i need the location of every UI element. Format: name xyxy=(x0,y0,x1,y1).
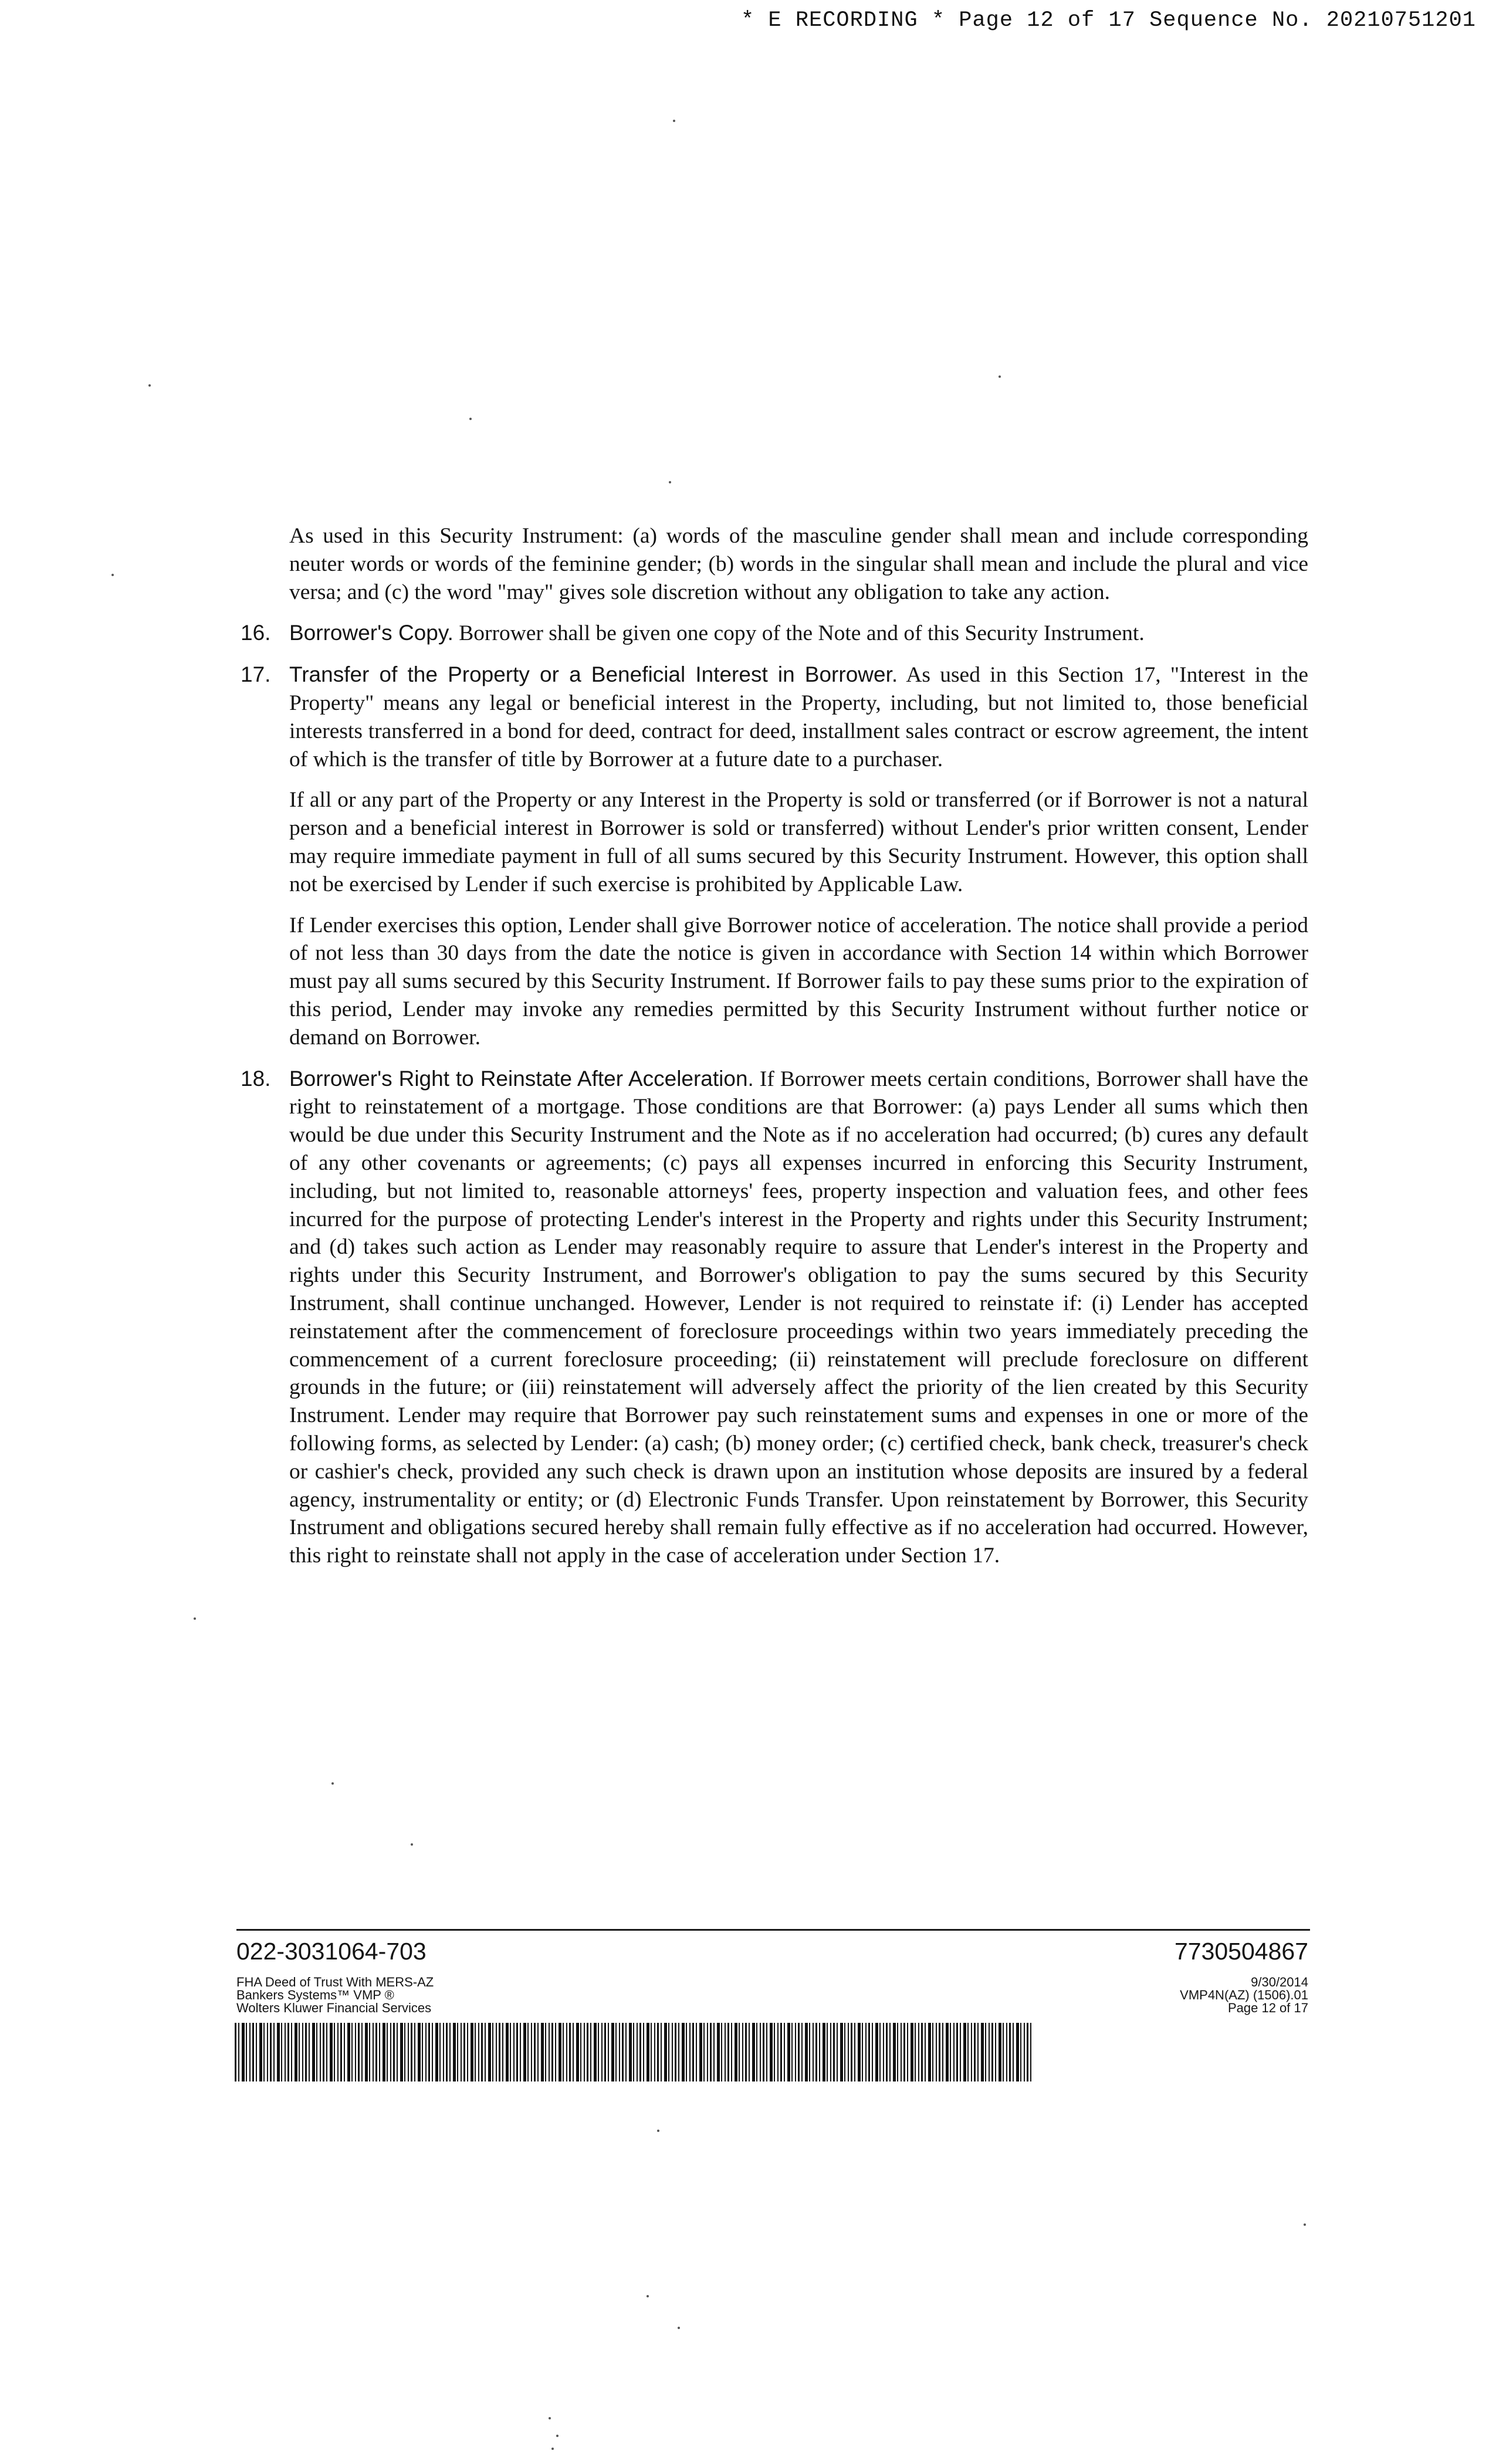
scan-speck xyxy=(111,574,114,576)
scan-speck xyxy=(556,2435,559,2437)
section-17 xyxy=(241,661,1308,1051)
section-text: If Borrower meets certain conditions, Borrower shall have the right to reinstatement of a mortgage. Those conditions are that Borrower: (a) pays Lender all sums which then would be due under this Security Instrument and the Note as if no acceleration had occurred; (b) cures any default of any other covenants or agreements; (c) pays all expenses incurred in enforcing this Security Instrument, including, but not limited to, reasonable attorneys' fees, property inspection and valuation fees, and other fees incurred for the purpose of protecting Lender's interest in the Property and rights under this Security Instrument; and (d) takes such action as Lender may reasonably require to assure that Lender's interest in the Property and rights under this Security Instrument, and Borrower's obligation to pay the sums secured by this Security Instrument, shall continue unchanged. However, Lender is not required to reinstate if: (i) Lender has accepted reinstatement after the commencement of foreclosure proceedings within two years immediately preceding the commencement of a current foreclosure proceeding; (ii) reinstatement will preclude foreclosure on different grounds in the future; or (iii) reinstatement will adversely affect the priority of the lien created by this Security Instrument. Lender may require that Borrower pay such reinstatement sums and expenses in one or more of the following forms, as selected by Lender: (a) cash; (b) money order; (c) certified check, bank check, treasurer's check or cashier's check, provided any such check is drawn upon an institution whose deposits are insured by a federal agency, instrumentality or entity; or (d) Electronic Funds Transfer. Upon reinstatement by Borrower, this Security Instrument and obligations secured hereby shall remain fully effective as if no acceleration had occurred. However, this right to reinstate shall not apply in the case of acceleration under Section 17. xyxy=(289,1067,1309,1568)
scan-speck xyxy=(148,384,151,387)
section-17-subparagraph-1: If all or any part of the Property or any Interest in the Property is sold or transferred (or if Borrower is not a natural person and a beneficial interest in Borrower is sold or transferred) without Lender's prior written consent, Lender may require immediate payment in full of all sums secured by this Security Instrument. However, this option shall not be exercised by Lender if such exercise is prohibited by Applicable Law. xyxy=(289,788,1308,896)
intro-paragraph: As used in this Security Instrument: (a) words of the masculine gender shall mean and include corresponding neuter words or words of the feminine gender; (b) words in the singular shall mean and include the plural and vice versa; and (c) the word "may" gives sole discretion without any obligation to take any action. xyxy=(289,524,1308,604)
scan-speck xyxy=(647,2295,649,2297)
form-date: 9/30/2014 xyxy=(1251,1975,1308,1989)
loan-case-number: 022-3031064-703 xyxy=(236,1938,427,1965)
section-18 xyxy=(241,1065,1308,1570)
section-heading: Borrower's Copy. xyxy=(289,621,453,645)
footer-divider xyxy=(236,1929,1310,1931)
scan-speck xyxy=(411,1843,413,1846)
section-16 xyxy=(241,619,1308,648)
scan-speck xyxy=(669,481,671,483)
scan-speck xyxy=(194,1617,196,1620)
barcode xyxy=(235,2023,1033,2081)
scan-speck xyxy=(999,375,1001,378)
section-heading: Transfer of the Property or a Beneficial Interest in Borrower. xyxy=(289,662,898,687)
form-page-number: Page 12 of 17 xyxy=(1227,2001,1308,2015)
section-text: As used in this Section 17, "Interest in the Property" means any legal or beneficial interest in the Property, including, but not limited to, those beneficial interests transferred in a bond for deed, contract for deed, installment sales contract or escrow agreement, the intent of which is the transfer of title by Borrower at a future date to a purchaser. xyxy=(289,663,1308,771)
scan-speck xyxy=(657,2130,659,2132)
loan-number: 7730504867 xyxy=(1174,1938,1308,1965)
form-company: Wolters Kluwer Financial Services xyxy=(236,2001,432,2015)
section-text: Borrower shall be given one copy of the Note and of this Security Instrument. xyxy=(459,621,1145,646)
scan-speck xyxy=(673,120,675,122)
form-info xyxy=(236,1976,434,2015)
form-title: FHA Deed of Trust With MERS-AZ xyxy=(236,1975,434,1989)
scan-speck xyxy=(1304,2223,1306,2226)
section-number: 18. xyxy=(241,1066,271,1091)
recording-header: * E RECORDING * Page 12 of 17 Sequence No. 20210751201 xyxy=(741,8,1476,33)
scan-speck xyxy=(331,1782,334,1785)
form-publisher: Bankers Systems™ VMP ® xyxy=(236,1988,394,2002)
scan-speck xyxy=(551,2448,554,2450)
scan-speck xyxy=(549,2417,551,2419)
scan-speck xyxy=(469,418,472,420)
form-code: VMP4N(AZ) (1506).01 xyxy=(1180,1988,1308,2002)
form-version-info xyxy=(1180,1976,1308,2015)
section-heading: Borrower's Right to Reinstate After Acceleration. xyxy=(289,1066,754,1091)
section-17-subparagraph-2: If Lender exercises this option, Lender shall give Borrower notice of acceleration. The notice shall provide a period of not less than 30 days from the date the notice is given in accordance with Section 14 within which Borrower must pay all sums secured by this Security Instrument. If Borrower fails to pay these sums prior to the expiration of this period, Lender may invoke any remedies permitted by this Security Instrument without further notice or demand on Borrower. xyxy=(289,913,1308,1050)
scan-speck xyxy=(678,2327,680,2329)
section-number: 17. xyxy=(241,662,271,687)
section-number: 16. xyxy=(241,621,271,645)
document-body xyxy=(241,522,1308,1583)
